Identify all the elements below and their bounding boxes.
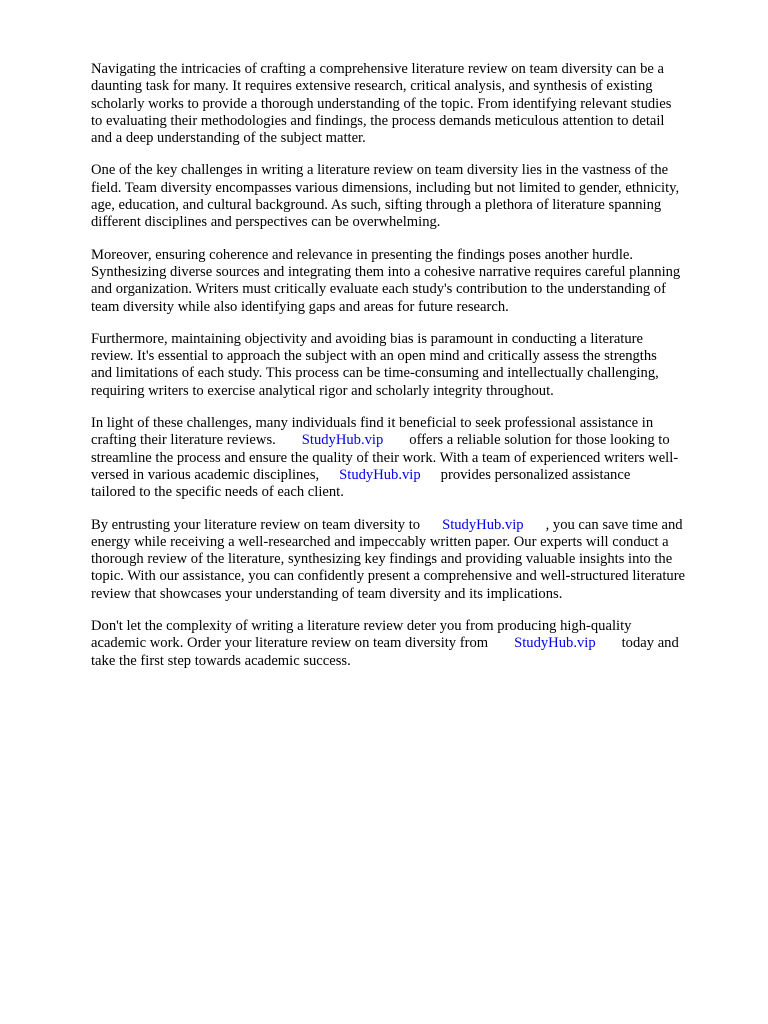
paragraph-intro [91, 61, 731, 147]
document-page [91, 61, 731, 685]
studyhub-link[interactable]: StudyHub.vip [301, 432, 384, 449]
studyhub-link[interactable]: StudyHub.vip [442, 516, 524, 533]
text-line: Don't let the complexity of writing a literature review deter you from producing high-quality [91, 618, 632, 635]
text-line: different disciplines and perspectives can be overwhelming. [91, 214, 441, 231]
paragraph-coherence [91, 247, 731, 316]
text-line: team diversity while also identifying gaps and areas for future research. [91, 298, 509, 315]
text-segment: today and [621, 635, 679, 652]
paragraph-assistance [91, 415, 731, 501]
text-line [91, 517, 731, 534]
text-line [91, 467, 731, 484]
text-line: In light of these challenges, many individuals find it beneficial to seek professional assistance in [91, 415, 654, 432]
text-segment: provides personalized assistance [440, 466, 631, 483]
text-line: One of the key challenges in writing a literature review on team diversity lies in the vastness of the [91, 162, 669, 179]
text-line: and a deep understanding of the subject matter. [91, 130, 366, 147]
studyhub-link[interactable]: StudyHub.vip [339, 466, 421, 483]
text-segment: crafting their literature reviews. [91, 432, 276, 449]
text-line: Synthesizing diverse sources and integrating them into a cohesive narrative requires careful planning [91, 263, 681, 280]
text-line: streamline the process and ensure the quality of their work. With a team of experienced writers well- [91, 449, 679, 466]
text-segment: By entrusting your literature review on team diversity to [91, 516, 421, 533]
text-segment: academic work. Order your literature review on team diversity from [91, 635, 489, 652]
text-line: energy while receiving a well-researched and impeccably written paper. Our experts will conduct a [91, 533, 669, 550]
text-line: thorough review of the literature, synthesizing key findings and providing valuable insights into the [91, 551, 673, 568]
text-line: tailored to the specific needs of each client. [91, 484, 344, 501]
text-line [91, 635, 731, 652]
studyhub-link[interactable]: StudyHub.vip [514, 635, 596, 652]
text-line: requiring writers to exercise analytical rigor and scholarly integrity throughout. [91, 382, 554, 399]
paragraph-closing [91, 618, 731, 670]
text-line: review. It's essential to approach the subject with an open mind and critically assess the strengths [91, 348, 657, 365]
text-line [91, 432, 731, 449]
text-line: review that showcases your understanding of team diversity and its implications. [91, 585, 563, 602]
text-line: and organization. Writers must critically evaluate each study's contribution to the understanding of [91, 281, 666, 298]
text-line: daunting task for many. It requires extensive research, critical analysis, and synthesis of existing [91, 78, 653, 95]
paragraph-entrusting [91, 517, 731, 603]
text-line: Moreover, ensuring coherence and relevance in presenting the findings poses another hurdle. [91, 246, 634, 263]
text-segment: versed in various academic disciplines, [91, 466, 320, 483]
text-line: and limitations of each study. This process can be time-consuming and intellectually challenging, [91, 365, 659, 382]
text-line: Furthermore, maintaining objectivity and avoiding bias is paramount in conducting a literature [91, 330, 643, 347]
text-segment: offers a reliable solution for those looking to [409, 432, 670, 449]
text-line: age, education, and cultural background. As such, sifting through a plethora of literature spanning [91, 197, 662, 214]
paragraph-challenges [91, 162, 731, 231]
paragraph-objectivity [91, 331, 731, 400]
text-line: field. Team diversity encompasses various dimensions, including but not limited to gender, ethnicity, [91, 179, 680, 196]
text-line: to evaluating their methodologies and findings, the process demands meticulous attention to detail [91, 112, 665, 129]
text-segment: , you can save time and [545, 516, 683, 533]
text-line: Navigating the intricacies of crafting a comprehensive literature review on team diversity can be a [91, 61, 664, 77]
text-line: scholarly works to provide a thorough understanding of the topic. From identifying relevant studies [91, 95, 672, 112]
text-line: topic. With our assistance, you can confidently present a comprehensive and well-structured literature [91, 568, 686, 585]
text-line: take the first step towards academic success. [91, 652, 351, 669]
